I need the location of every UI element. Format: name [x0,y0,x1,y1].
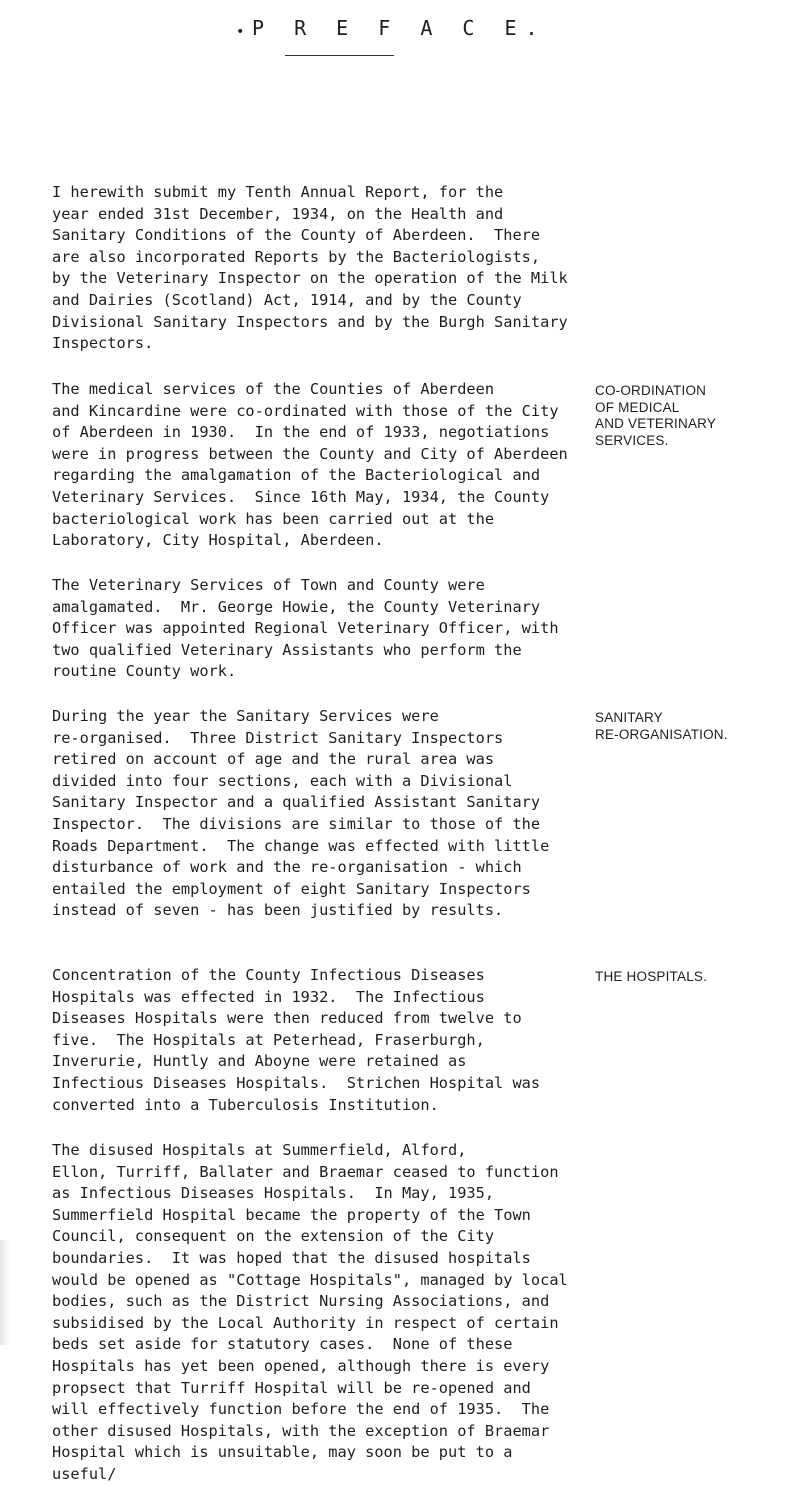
paragraph-coordination: The medical services of the Counties of Aberdeen and Kincardine were co-ordinated with those of the City of Aberdeen in 1930. In the end of 1933, negotiations were in progress between the County and City of Aberdeen regarding the amalgamation of the Bacteriological and Veterinary Services. Since 16th May, 1934, the County bacteriological work has been carried out at the Laboratory, City Hospital, Aberdeen. [52,380,568,550]
paragraph-intro: I herewith submit my Tenth Annual Report, for the year ended 31st December, 1934, on the Health and Sanitary Conditions of the County of Aberdeen. There are also incorporated Reports by the Bacteriologists, by the Veterinary Inspector on the operation of the Milk and Dairies (Scotland) Act, 1914, and by the County Divisional Sanitary Inspectors and by the Burgh Sanitary Inspectors. [52,183,568,353]
paragraph-hospitals-concentration: Concentration of the County Infectious Diseases Hospitals was effected in 1932. The Infectious Diseases Hospitals were then reduced from twelve to five. The Hospitals at Peterhead, Fraserburgh, Inverurie, Huntly and Aboyne were retained as Infectious Diseases Hospitals. Strichen Hospital was converted into a Tuberculosis Institution. [52,966,541,1114]
paragraph-disused-hospitals: The disused Hospitals at Summerfield, Alford, Ellon, Turriff, Ballater and Braemar ceased to function as Infectious Diseases Hospitals. In May, 1935, Summerfield Hospital became the property of the Town Council, consequent on the extension of the City boundaries. It was hoped that the disused hospitals would be opened as "Cottage Hospitals", managed by local bodies, such as the District Nursing Associations, and subsidised by the Local Authority in respect of certain beds set aside for statutory cases. None of these Hospitals has yet been opened, although there is every propsect that Turriff Hospital will be re-opened and will effectively function before the end of 1935. The other disused Hospitals, with the exception of Braemar Hospital which is unsuitable, may soon be put to a useful/ [52,1141,568,1483]
bullet-mark: • [236,24,245,40]
page-title: P R E F A C E. [252,16,547,40]
side-heading-coordination: CO-ORDINATION OF MEDICAL AND VETERINARY SERVICES. [595,383,717,448]
paragraph-sanitary: During the year the Sanitary Services were re-organised. Three District Sanitary Inspectors retired on account of age and the rural area was divided into four sections, each with a Divisional Sanitary Inspector and a qualified Assistant Sanitary Inspector. The divisions are similar to those of the Roads Department. The change was effected with little disturbance of work and the re-organisation - which entailed the employment of eight Sanitary Inspectors instead of seven - has been justified by results. [52,707,550,920]
scan-edge-shadow [0,1240,10,1345]
title-underline [285,55,394,56]
paragraph-veterinary: The Veterinary Services of Town and County were amalgamated. Mr. George Howie, the County Veterinary Officer was appointed Regional Veterinary Officer, with two qualified Veterinary Assistants who perform the routine County work. [52,576,559,681]
side-heading-hospitals: THE HOSPITALS. [595,969,708,984]
side-heading-sanitary: SANITARY RE-ORGANISATION. [595,710,728,742]
